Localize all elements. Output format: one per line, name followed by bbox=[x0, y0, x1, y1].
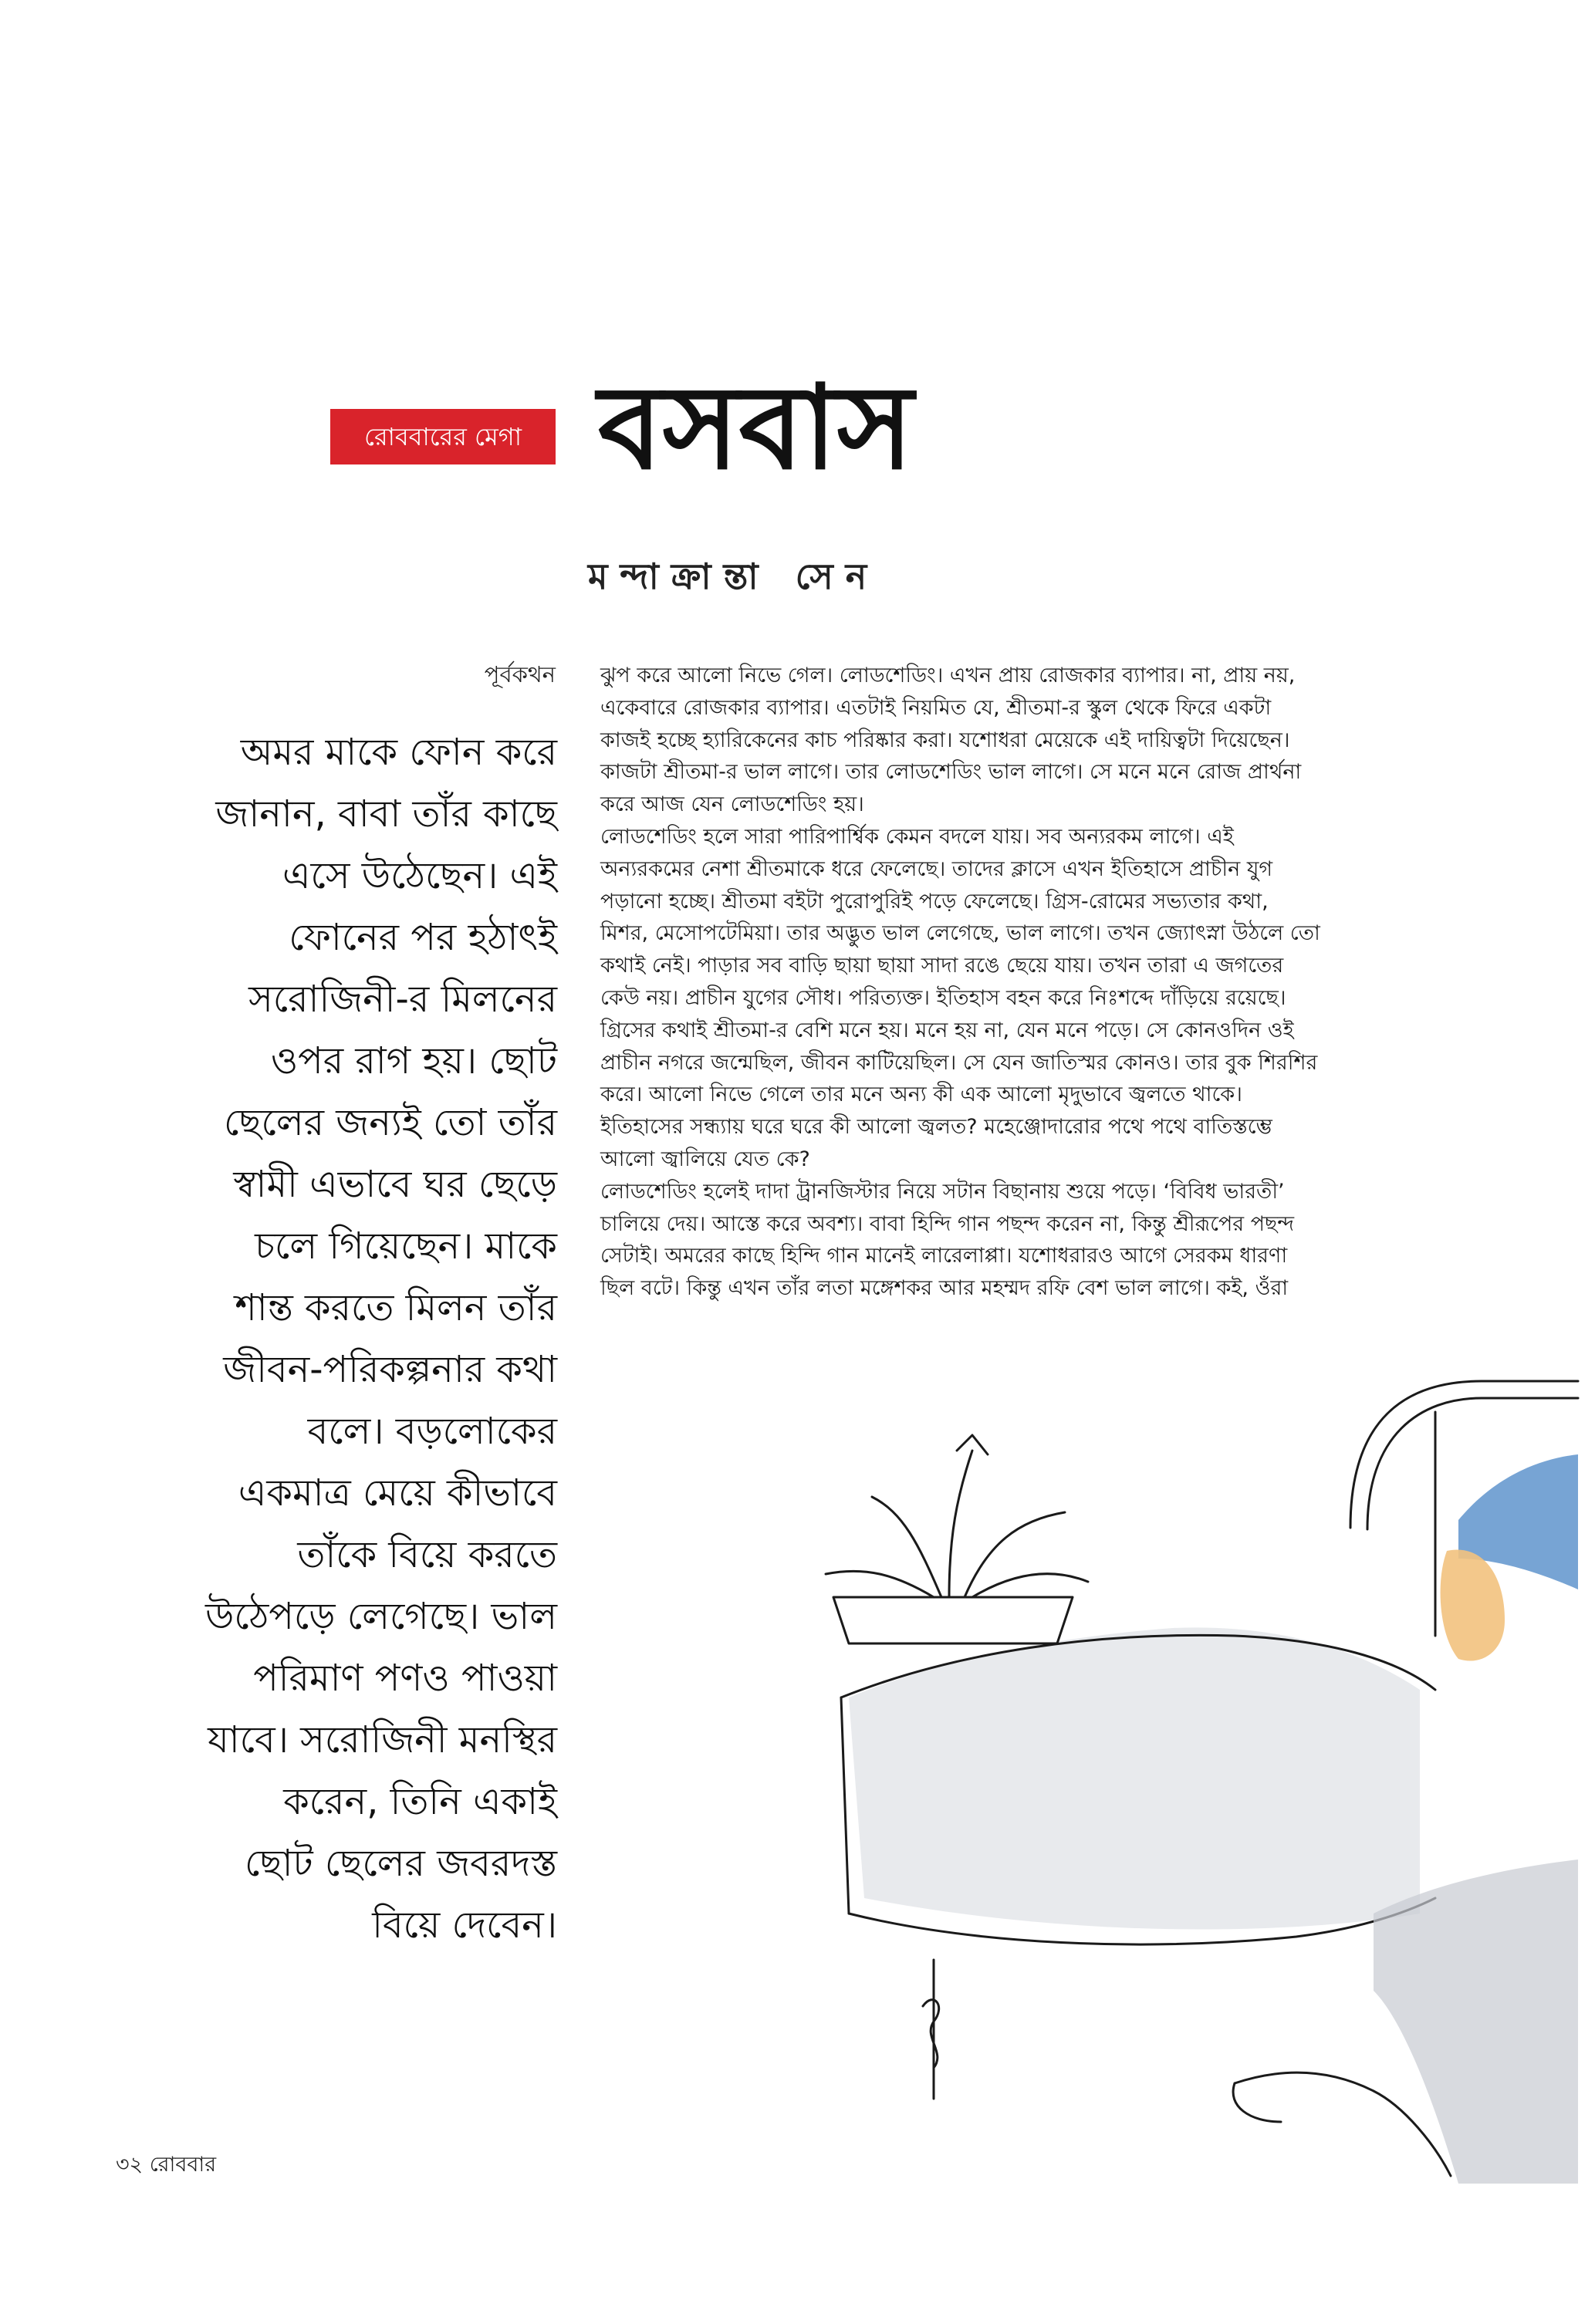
table-wash bbox=[849, 1627, 1420, 1929]
story-line: চালিয়ে দেয়। আস্তে করে অবশ্য। বাবা হিন্দি গান পছন্দ করেন না, কিন্তু শ্রীরূপের পছন্দ bbox=[600, 1211, 1295, 1236]
plant-leaf bbox=[949, 1451, 972, 1597]
story-line: ছিল বটে। কিন্তু এখন তাঁর লতা মঙ্গেশকর আর মহম্মদ রফি বেশ ভাল লাগে। কই, ওঁরা bbox=[600, 1276, 1289, 1301]
story-line: প্রাচীন নগরে জন্মেছিল, জীবন কাটিয়েছিল। সে যেন জাতিস্মর কোনও। তার বুক শিরশির bbox=[600, 1050, 1318, 1075]
story-line: কাজই হচ্ছে হ্যারিকেনের কাচ পরিষ্কার করা। যশোধরা মেয়েকে এই দায়িত্বটা দিয়েছেন। bbox=[600, 728, 1290, 752]
recap-line: সরোজিনী-র মিলনের bbox=[248, 978, 557, 1021]
recap-heading: পূর্বকথন bbox=[484, 661, 556, 687]
plant-pot bbox=[833, 1597, 1073, 1643]
recap-line: বলে। বড়লোকের bbox=[307, 1410, 557, 1453]
story-line: করে আজ যেন লোডশেডিং হয়। bbox=[600, 792, 864, 817]
recap-line: স্বামী এভাবে ঘর ছেড়ে bbox=[233, 1163, 557, 1206]
story-body bbox=[600, 660, 1441, 1305]
table-left-edge bbox=[841, 1697, 849, 1914]
foot-outline bbox=[1235, 2072, 1451, 2176]
author-byline: মন্দাক্রান্তা সেন bbox=[588, 556, 880, 597]
recap-line: বিয়ে দেবেন। bbox=[372, 1903, 557, 1947]
series-tag: রোববারের মেগা bbox=[330, 409, 556, 464]
story-line: গ্রিসের কথাই শ্রীতমা-র বেশি মনে হয়। মনে হয় না, যেন মনে পড়ে। সে কোনওদিন ওই bbox=[600, 1018, 1294, 1042]
recap-line: চলে গিয়েছেন। মাকে bbox=[255, 1224, 557, 1268]
story-line: করে। আলো নিভে গেলে তার মনে অন্য কী এক আলো মৃদুভাবে জ্বলতে থাকে। bbox=[600, 1083, 1242, 1107]
recap-line: অমর মাকে ফোন করে bbox=[240, 731, 557, 774]
recap-line: জীবন-পরিকল্পনার কথা bbox=[223, 1348, 557, 1391]
story-line: পড়ানো হচ্ছে। শ্রীতমা বইটা পুরোপুরিই পড়ে ফেলেছে। গ্রিস-রোমের সভ্যতার কথা, bbox=[600, 889, 1269, 914]
story-line: সেটাই। অমরের কাছে হিন্দি গান মানেই লারেলাপ্পা। যশোধরারও আগে সেরকম ধারণা bbox=[600, 1244, 1288, 1268]
publication-name: রোববার bbox=[149, 2153, 217, 2177]
recap-line: একমাত্র মেয়ে কীভাবে bbox=[238, 1471, 557, 1515]
plant-leaf bbox=[972, 1574, 1088, 1597]
recap-line: যাবে। সরোজিনী মনস্থির bbox=[208, 1718, 557, 1762]
recap-line: জানান, বাবা তাঁর কাছে bbox=[215, 792, 557, 836]
recap-line: শান্ত করতে মিলন তাঁর bbox=[235, 1286, 557, 1329]
page-number: ৩২ bbox=[116, 2153, 144, 2177]
plant-leaf bbox=[965, 1512, 1065, 1597]
story-line: আলো জ্বালিয়ে যেত কে? bbox=[600, 1147, 810, 1171]
recap-line: ছোট ছেলের জবরদস্ত bbox=[245, 1842, 557, 1885]
recap-line: করেন, তিনি একাই bbox=[283, 1780, 557, 1823]
pillow-shape bbox=[1441, 1549, 1505, 1660]
foot-toes bbox=[1233, 2083, 1281, 2122]
recap-line: পরিমাণ পণও পাওয়া bbox=[253, 1657, 557, 1700]
story-line: কাজটা শ্রীতমা-র ভাল লাগে। তার লোডশেডিং ভাল লাগে। সে মনে মনে রোজ প্রার্থনা bbox=[600, 760, 1302, 785]
plant-leaf bbox=[826, 1571, 934, 1597]
story-line: অন্যরকমের নেশা শ্রীতমাকে ধরে ফেলেছে। তাদের ক্লাসে এখন ইতিহাসে প্রাচীন যুগ bbox=[600, 856, 1273, 881]
recap-line: উঠেপড়ে লেগেছে। ভাল bbox=[205, 1595, 557, 1638]
article-title: বসবাস bbox=[598, 361, 914, 495]
recap-line: এসে উঠেছেন। এই bbox=[282, 854, 557, 897]
recap-line: ছেলের জন্যই তো তাঁর bbox=[223, 1101, 557, 1144]
story-line: লোডশেডিং হলেই দাদা ট্রানজিস্টার নিয়ে সটান বিছানায় শুয়ে পড়ে। ‘বিবিধ ভারতী’ bbox=[600, 1179, 1285, 1204]
recap-line: ফোনের পর হঠাৎই bbox=[289, 916, 557, 959]
story-line: ঝুপ করে আলো নিভে গেল। লোডশেডিং। এখন প্রায় রোজকার ব্যাপার। না, প্রায় নয়, bbox=[600, 664, 1296, 687]
story-line: মিশর, মেসোপটেমিয়া। তার অদ্ভুত ভাল লেগেছে, ভাল লাগে। তখন জ্যোৎস্না উঠলে তো bbox=[600, 921, 1320, 946]
recap-summary bbox=[154, 721, 557, 1956]
story-line: একেবারে রোজকার ব্যাপার। এতটাই নিয়মিত যে, শ্রীতমা-র স্কুল থেকে ফিরে একটা bbox=[600, 695, 1272, 720]
recap-line: ওপর রাগ হয়। ছোট bbox=[270, 1039, 557, 1083]
story-illustration bbox=[741, 1327, 1590, 2191]
table-leg-turned bbox=[923, 2000, 939, 2068]
trousers-wash bbox=[1374, 1860, 1578, 2184]
story-line: ইতিহাসের সন্ধ্যায় ঘরে ঘরে কী আলো জ্বলত? মহেঞ্জোদারোর পথে পথে বাতিস্তম্ভে bbox=[600, 1115, 1272, 1140]
story-line: কেউ নয়। প্রাচীন যুগের সৌধ। পরিত্যক্ত। ইতিহাস বহন করে নিঃশব্দে দাঁড়িয়ে রয়েছে। bbox=[600, 985, 1286, 1010]
story-line: লোডশেডিং হলে সারা পারিপার্শ্বিক কেমন বদলে যায়। সব অন্যরকম লাগে। এই bbox=[600, 824, 1234, 849]
recap-line: তাঁকে বিয়ে করতে bbox=[297, 1533, 557, 1576]
page-folio bbox=[116, 2150, 216, 2180]
story-line: কথাই নেই। পাড়ার সব বাড়ি ছায়া ছায়া সাদা রঙে ছেয়ে যায়। তখন তারা এ জগতের bbox=[600, 954, 1284, 978]
